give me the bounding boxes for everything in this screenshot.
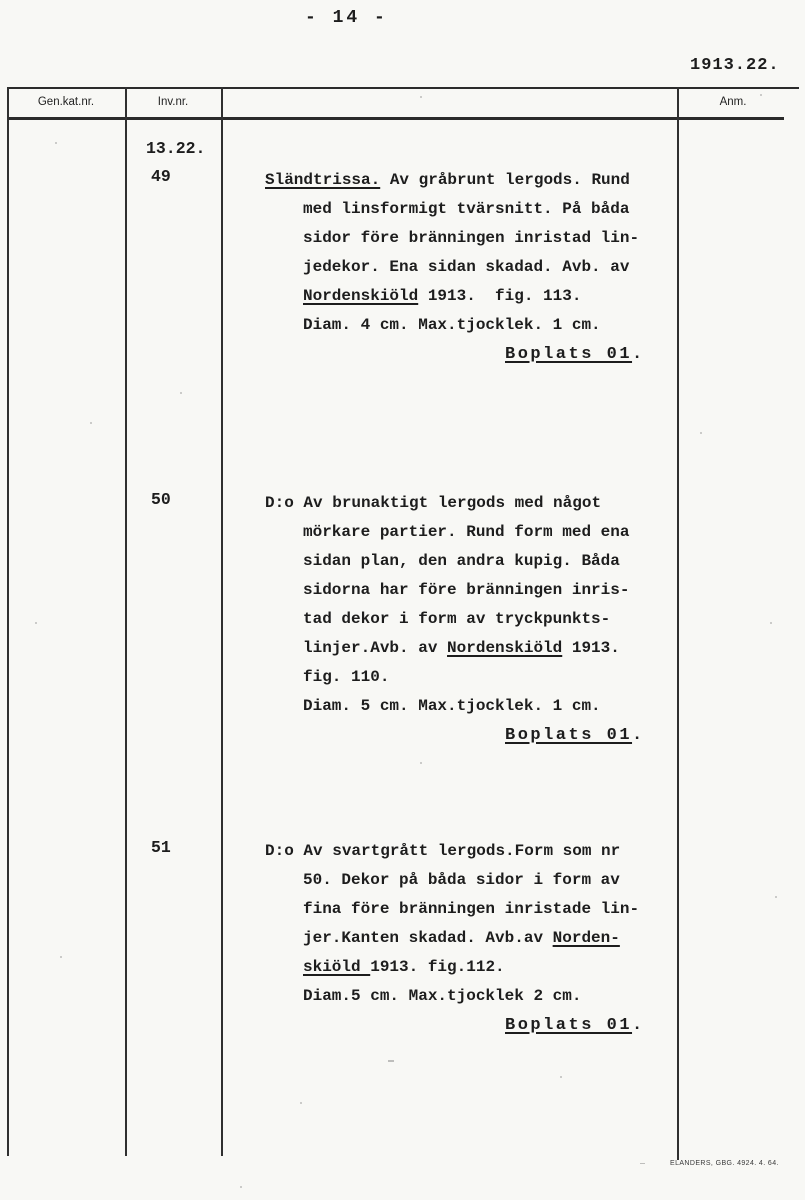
text: tad dekor i form av tryckpunkts- — [303, 610, 611, 628]
entry-description — [265, 837, 685, 1040]
text: D:o Av brunaktigt lergods med något — [265, 494, 602, 512]
column-header-gen-kat-nr: Gen.kat.nr. — [37, 96, 95, 108]
column-header-inv-nr: Inv.nr. — [157, 96, 189, 108]
underlined-text: Nordenskiöld — [447, 639, 563, 657]
text: fina före bränningen inristade lin- — [303, 900, 640, 918]
table-left-border — [7, 87, 9, 1156]
text: . — [632, 1016, 645, 1035]
entry-line — [303, 663, 685, 692]
year-reference: 1913.22. — [690, 56, 780, 75]
text: mörkare partier. Rund form med ena — [303, 523, 630, 541]
underlined-text: Boplats 01 — [505, 345, 633, 364]
text: med linsformigt tvärsnitt. På båda — [303, 200, 630, 218]
entry-line — [303, 953, 685, 982]
entry-line — [303, 692, 685, 721]
text: jedekor. Ena sidan skadad. Avb. av — [303, 258, 630, 276]
column-header-anm: Anm. — [719, 96, 747, 108]
text: Diam. 4 cm. Max.tjocklek. 1 cm. — [303, 316, 601, 334]
text: . — [632, 345, 645, 364]
underlined-text: Norden- — [552, 929, 620, 947]
text: Av gråbrunt lergods. Rund — [380, 171, 630, 189]
text: 1913. fig. 113. — [418, 287, 582, 305]
page-number: - 14 - — [305, 8, 388, 28]
entry-line — [303, 605, 685, 634]
entry-line — [303, 576, 685, 605]
underlined-text: skiöld — [303, 958, 371, 976]
entry-line — [265, 166, 685, 195]
group-number: 13.22. — [146, 139, 206, 158]
text: linjer.Avb. av — [303, 639, 448, 657]
entry-line — [303, 311, 685, 340]
text: . — [632, 726, 645, 745]
underlined-text: Nordenskiöld — [303, 287, 419, 305]
text: 50. Dekor på båda sidor i form av — [303, 871, 620, 889]
entry-line — [303, 634, 685, 663]
entry-line — [265, 489, 685, 518]
entry-line — [303, 866, 685, 895]
entry-line — [303, 282, 685, 311]
entry-line — [303, 195, 685, 224]
underlined-text: Boplats 01 — [505, 1016, 633, 1035]
entry-line — [303, 547, 685, 576]
entry-line — [505, 721, 685, 750]
text: Diam. 5 cm. Max.tjocklek. 1 cm. — [303, 697, 601, 715]
text: D:o Av svartgrått lergods.Form som nr — [265, 842, 621, 860]
entry-line — [303, 253, 685, 282]
inventory-number: 49 — [151, 167, 171, 186]
text: fig. 110. — [303, 668, 390, 686]
text: sidan plan, den andra kupig. Båda — [303, 552, 620, 570]
entry-line — [303, 895, 685, 924]
text: sidor före bränningen inristad lin- — [303, 229, 640, 247]
table-header-bottom-rule — [7, 117, 784, 120]
inventory-number: 51 — [151, 838, 171, 857]
entry-line — [303, 224, 685, 253]
text: Diam.5 cm. Max.tjocklek 2 cm. — [303, 987, 582, 1005]
entry-line — [303, 518, 685, 547]
column-divider-inv-text — [221, 87, 223, 1156]
entry-line — [505, 340, 685, 369]
text: 1913. fig.112. — [370, 958, 505, 976]
underlined-text: Boplats 01 — [505, 726, 633, 745]
printer-mark: ELANDERS, GBG. 4924. 4. 64. — [670, 1160, 779, 1167]
text: sidorna har före bränningen inris- — [303, 581, 630, 599]
inventory-number: 50 — [151, 490, 171, 509]
column-divider-gen-inv — [125, 87, 127, 1156]
entry-line — [303, 924, 685, 953]
text: jer.Kanten skadad. Avb.av — [303, 929, 553, 947]
text: 1913. — [562, 639, 620, 657]
entry-line — [303, 982, 685, 1011]
underlined-text: Sländtrissa. — [265, 171, 381, 189]
entry-description — [265, 489, 685, 750]
entry-description — [265, 166, 685, 369]
entry-line — [505, 1011, 685, 1040]
entry-line — [265, 837, 685, 866]
